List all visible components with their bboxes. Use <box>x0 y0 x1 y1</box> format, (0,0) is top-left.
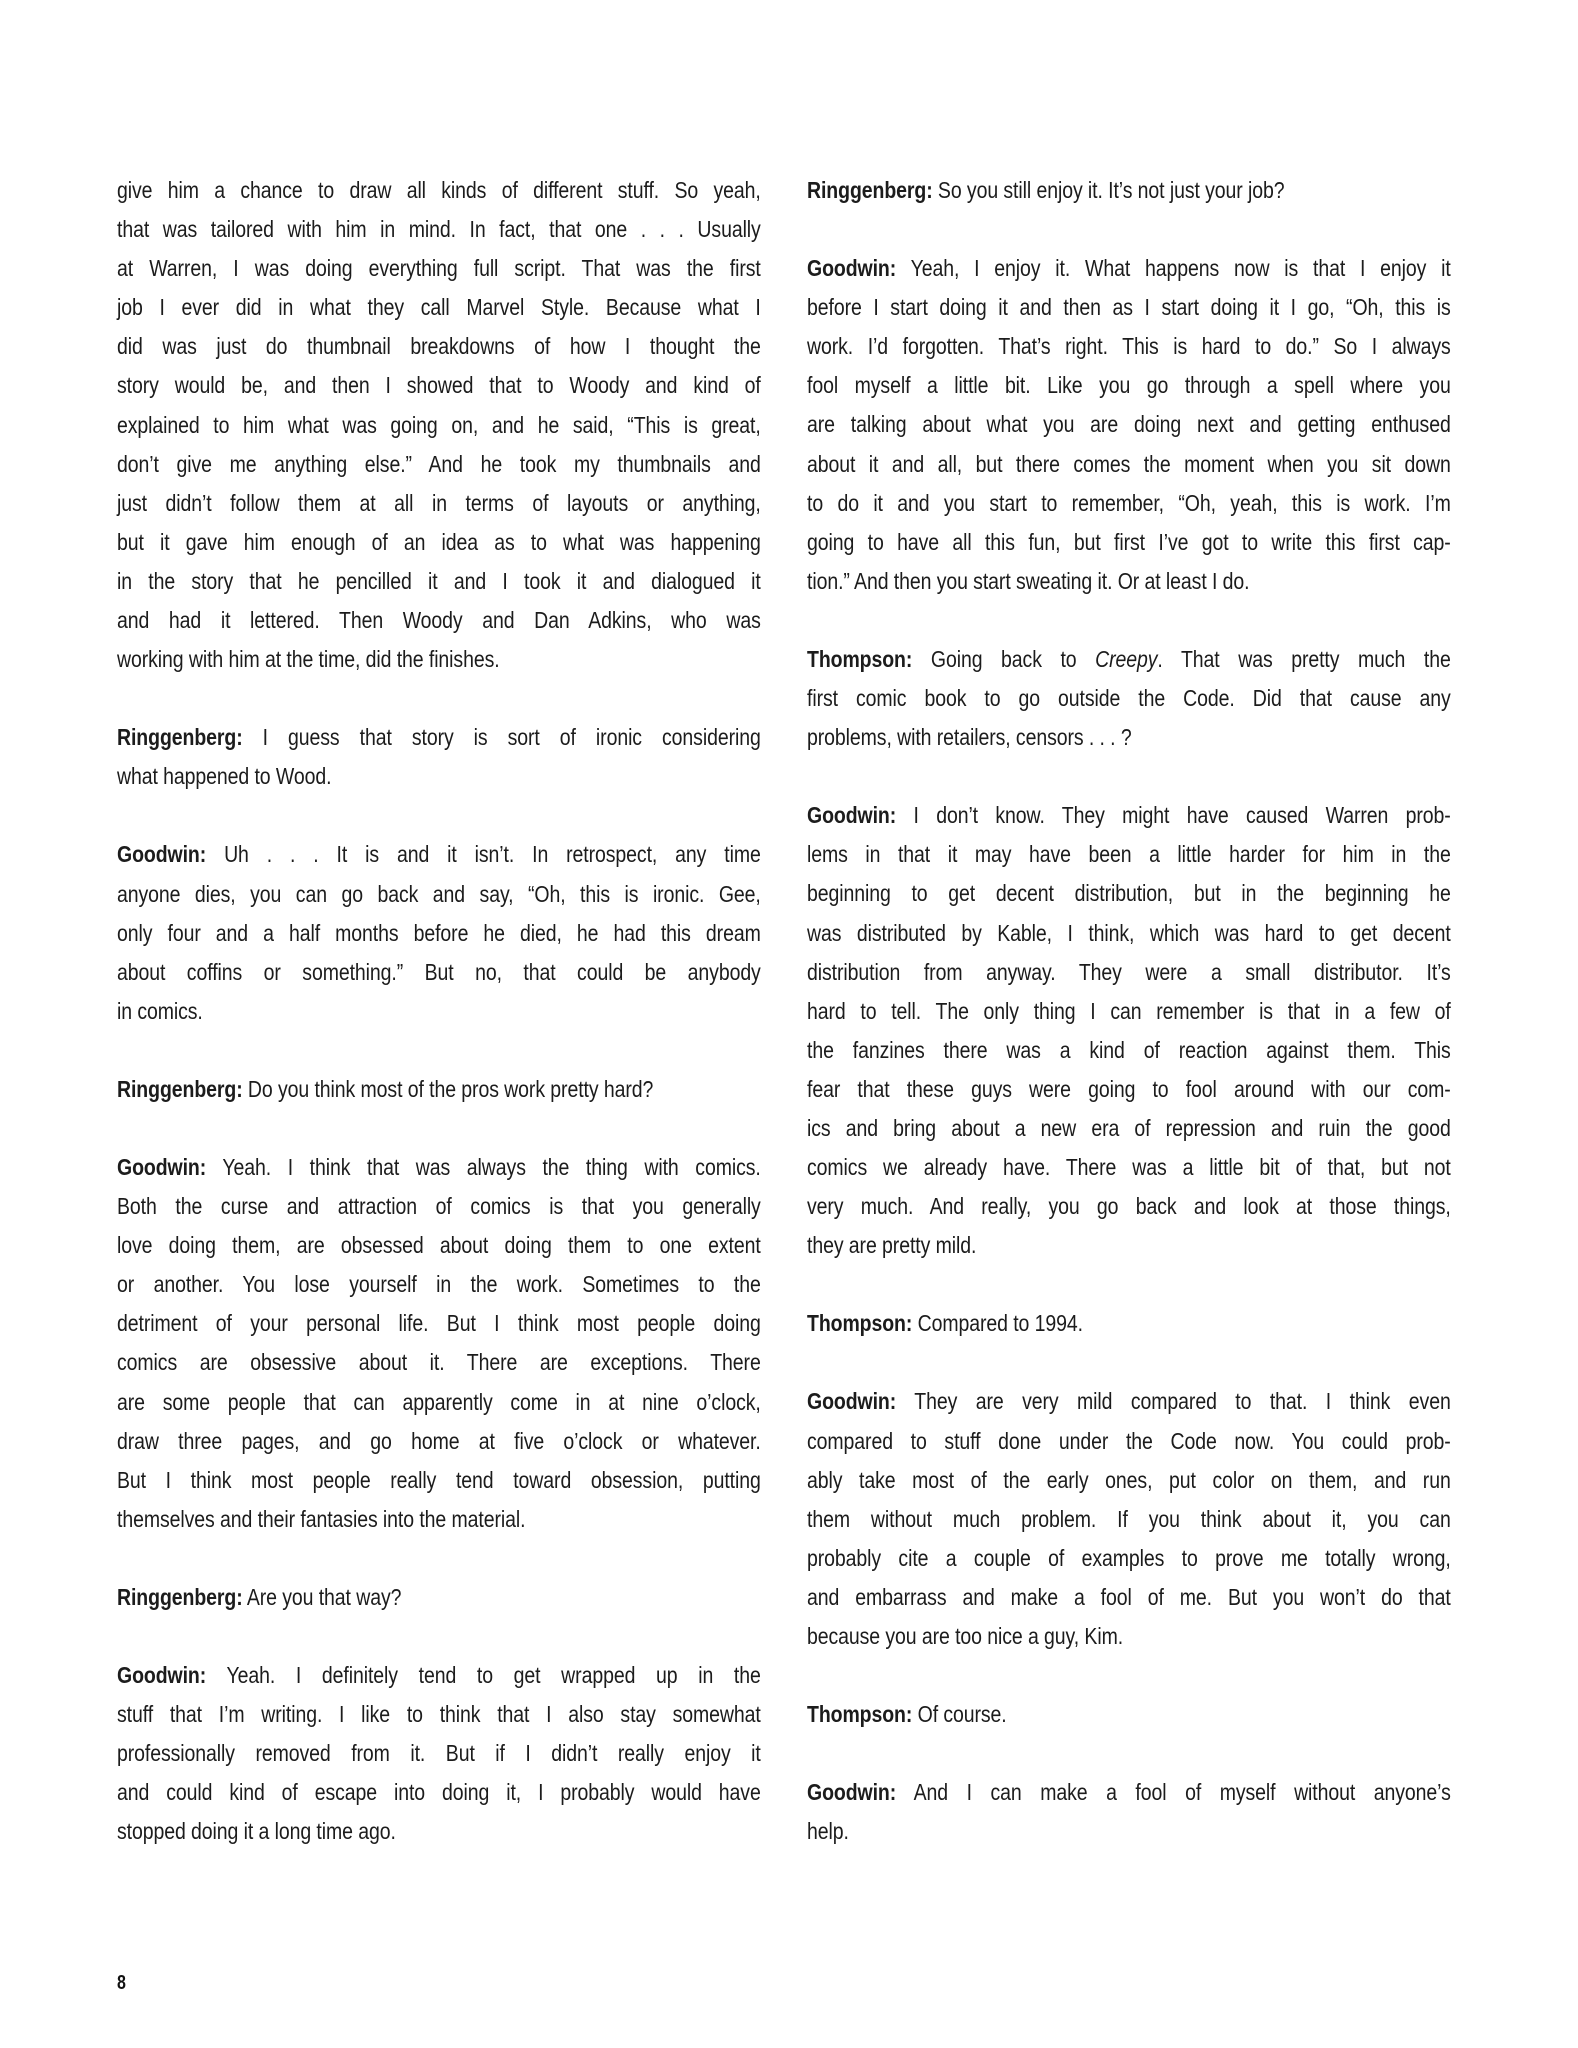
text-line: and embarrass and make a fool of me. But you won’t do that <box>807 1583 1451 1610</box>
text-line: are talking about what you are doing next and getting enthused <box>807 411 1451 438</box>
speech-text: Going back to <box>912 645 1096 672</box>
text-line: only four and a half months before he died, he had this dream <box>117 919 761 946</box>
text-line: at Warren, I was doing everything full script. That was the first <box>117 255 761 282</box>
speech-text: Uh . . . It is and it isn’t. In retrospect, any time <box>206 841 761 868</box>
text-line: professionally removed from it. But if I didn’t really enjoy it <box>117 1740 761 1767</box>
text-line <box>117 1656 761 1695</box>
text-line: because you are too nice a guy, Kim. <box>807 1623 1124 1649</box>
text-line: was distributed by Kable, I think, which was hard to get decent <box>807 919 1451 946</box>
text-line: working with him at the time, did the finishes. <box>117 646 500 673</box>
speech-text: So you still enjoy it. It’s not just your job? <box>932 177 1285 203</box>
speaker-label: Goodwin: <box>117 1662 207 1688</box>
speaker-label: Thompson: <box>807 645 913 672</box>
text-line <box>117 718 761 757</box>
paragraph-ringgenberg <box>117 718 761 796</box>
text-line <box>807 1304 1451 1343</box>
speech-text: They are very mild compared to that. I think even <box>896 1388 1451 1415</box>
paragraph-goodwin <box>807 1382 1451 1656</box>
text-line: work. I’d forgotten. That’s right. This is hard to do.” So I always <box>807 333 1451 360</box>
text-line <box>807 1382 1451 1421</box>
text-line <box>117 1070 761 1109</box>
text-line: before I start doing it and then as I start doing it I go, “Oh, this is <box>807 294 1451 321</box>
speech-text: Are you that way? <box>242 1583 402 1610</box>
text-line: or another. You lose yourself in the work. Sometimes to the <box>117 1271 761 1298</box>
speech-text: Do you think most of the pros work pretty hard? <box>242 1075 654 1102</box>
paragraph-goodwin <box>117 835 761 1030</box>
paragraph-goodwin-continued <box>117 171 761 679</box>
text-line: don’t give me anything else.” And he took my thumbnails and <box>117 450 761 477</box>
speech-text: I don’t know. They might have caused Warren prob- <box>896 802 1451 829</box>
paragraph-goodwin <box>807 249 1451 601</box>
text-line: comics we already have. There was a little bit of that, but not <box>807 1154 1451 1181</box>
text-line: distribution from anyway. They were a small distributor. It’s <box>807 958 1451 985</box>
paragraph-ringgenberg <box>117 1070 761 1109</box>
text-line: probably cite a couple of examples to prove me totally wrong, <box>807 1544 1451 1571</box>
text-line: But I think most people really tend toward obsession, putting <box>117 1466 761 1493</box>
text-line: that was tailored with him in mind. In fact, that one . . . Usually <box>117 216 761 243</box>
paragraph-goodwin <box>117 1656 761 1851</box>
speaker-label: Thompson: <box>807 1310 913 1337</box>
text-line: going to have all this fun, but first I’ve got to write this first cap- <box>807 528 1451 555</box>
speech-text: Yeah. I definitely tend to get wrapped up in the <box>206 1662 761 1688</box>
speech-text: Yeah, I enjoy it. What happens now is that I enjoy it <box>896 255 1451 282</box>
paragraph-ringgenberg <box>807 171 1451 210</box>
speech-text: I guess that story is sort of ironic considering <box>242 724 761 751</box>
text-line: hard to tell. The only thing I can remember is that in a few of <box>807 997 1451 1024</box>
speech-text: Yeah. I think that was always the thing with comics. <box>206 1153 761 1180</box>
text-line: in the story that he pencilled it and I took it and dialogued it <box>117 567 761 594</box>
text-line: but it gave him enough of an idea as to what was happening <box>117 528 761 555</box>
speaker-label: Goodwin: <box>117 841 207 868</box>
text-line <box>807 640 1451 679</box>
speech-text: . That was pretty much the <box>1157 645 1451 672</box>
text-line: explained to him what was going on, and he said, “This is great, <box>117 411 761 438</box>
paragraph-goodwin <box>807 796 1451 1265</box>
speaker-label: Goodwin: <box>807 1779 897 1806</box>
speaker-label: Ringgenberg: <box>117 724 243 751</box>
speech-text: Compared to 1994. <box>912 1310 1083 1337</box>
text-line <box>807 1773 1451 1812</box>
text-line: did was just do thumbnail breakdowns of how I thought the <box>117 333 761 360</box>
paragraph-thompson <box>807 1304 1451 1343</box>
text-line: fear that these guys were going to fool around with our com- <box>807 1075 1451 1102</box>
paragraph-thompson <box>807 640 1451 757</box>
text-line: ably take most of the early ones, put color on them, and run <box>807 1466 1451 1493</box>
text-line: about coffins or something.” But no, that could be anybody <box>117 958 761 985</box>
speaker-label: Goodwin: <box>807 1388 897 1415</box>
text-line: about it and all, but there comes the moment when you sit down <box>807 450 1451 477</box>
right-column <box>807 171 1451 1890</box>
text-line: to do it and you start to remember, “Oh, yeah, this is work. I’m <box>807 489 1451 516</box>
text-line: love doing them, are obsessed about doing them to one extent <box>117 1232 761 1259</box>
text-line: the fanzines there was a kind of reaction against them. This <box>807 1036 1451 1063</box>
text-line <box>807 171 1451 210</box>
text-line <box>117 1578 761 1617</box>
page-number: 8 <box>117 1972 126 1994</box>
text-line: and had it lettered. Then Woody and Dan Adkins, who was <box>117 607 761 634</box>
text-line: just didn’t follow them at all in terms of layouts or anything, <box>117 489 761 516</box>
text-line: ics and bring about a new era of repression and ruin the good <box>807 1114 1451 1141</box>
text-line <box>807 249 1451 288</box>
text-line: comics are obsessive about it. There are exceptions. There <box>117 1349 761 1376</box>
text-line: anyone dies, you can go back and say, “Oh, this is ironic. Gee, <box>117 880 761 907</box>
text-line: and could kind of escape into doing it, I probably would have <box>117 1779 761 1806</box>
paragraph-goodwin <box>807 1773 1451 1851</box>
text-line: are some people that can apparently come in at nine o’clock, <box>117 1388 761 1415</box>
text-line: stuff that I’m writing. I like to think that I also stay somewhat <box>117 1701 761 1728</box>
text-line <box>807 796 1451 835</box>
speaker-label: Goodwin: <box>117 1153 207 1180</box>
title-creepy: Creepy <box>1095 645 1158 672</box>
text-line: them without much problem. If you think about it, you can <box>807 1505 1451 1532</box>
text-line: first comic book to go outside the Code. Did that cause any <box>807 685 1451 712</box>
text-line: very much. And really, you go back and look at those things, <box>807 1193 1451 1220</box>
text-line <box>117 835 761 874</box>
text-line: Both the curse and attraction of comics is that you generally <box>117 1193 761 1220</box>
paragraph-goodwin <box>117 1148 761 1539</box>
text-line: draw three pages, and go home at five o’clock or whatever. <box>117 1427 761 1454</box>
text-line: compared to stuff done under the Code now. You could prob- <box>807 1427 1451 1454</box>
text-line <box>117 1148 761 1187</box>
text-line: lems in that it may have been a little harder for him in the <box>807 841 1451 868</box>
text-line: themselves and their fantasies into the material. <box>117 1505 526 1532</box>
text-line: beginning to get decent distribution, but in the beginning he <box>807 880 1451 907</box>
text-line: in comics. <box>117 997 203 1024</box>
speech-text: And I can make a fool of myself without anyone’s <box>896 1779 1451 1806</box>
speaker-label: Thompson: <box>807 1701 913 1728</box>
text-line: tion.” And then you start sweating it. Or at least I do. <box>807 567 1250 594</box>
text-line: stopped doing it a long time ago. <box>117 1818 396 1845</box>
text-line: problems, with retailers, censors . . . ? <box>807 724 1132 751</box>
speaker-label: Ringgenberg: <box>117 1075 243 1102</box>
speaker-label: Goodwin: <box>807 802 897 829</box>
text-line: job I ever did in what they call Marvel Style. Because what I <box>117 294 761 321</box>
paragraph-thompson <box>807 1695 1451 1734</box>
text-line: story would be, and then I showed that to Woody and kind of <box>117 372 761 399</box>
speaker-label: Ringgenberg: <box>117 1583 243 1610</box>
left-column <box>117 171 761 1890</box>
text-line <box>807 1695 1451 1734</box>
paragraph-ringgenberg <box>117 1578 761 1617</box>
text-line: help. <box>807 1818 849 1845</box>
text-line: fool myself a little bit. Like you go through a spell where you <box>807 372 1451 399</box>
speaker-label: Goodwin: <box>807 255 897 282</box>
speaker-label: Ringgenberg: <box>807 177 933 203</box>
text-line: give him a chance to draw all kinds of different stuff. So yeah, <box>117 177 761 203</box>
speech-text: Of course. <box>912 1701 1007 1728</box>
text-line: detriment of your personal life. But I think most people doing <box>117 1310 761 1337</box>
text-line: they are pretty mild. <box>807 1232 977 1259</box>
text-line: what happened to Wood. <box>117 763 332 790</box>
